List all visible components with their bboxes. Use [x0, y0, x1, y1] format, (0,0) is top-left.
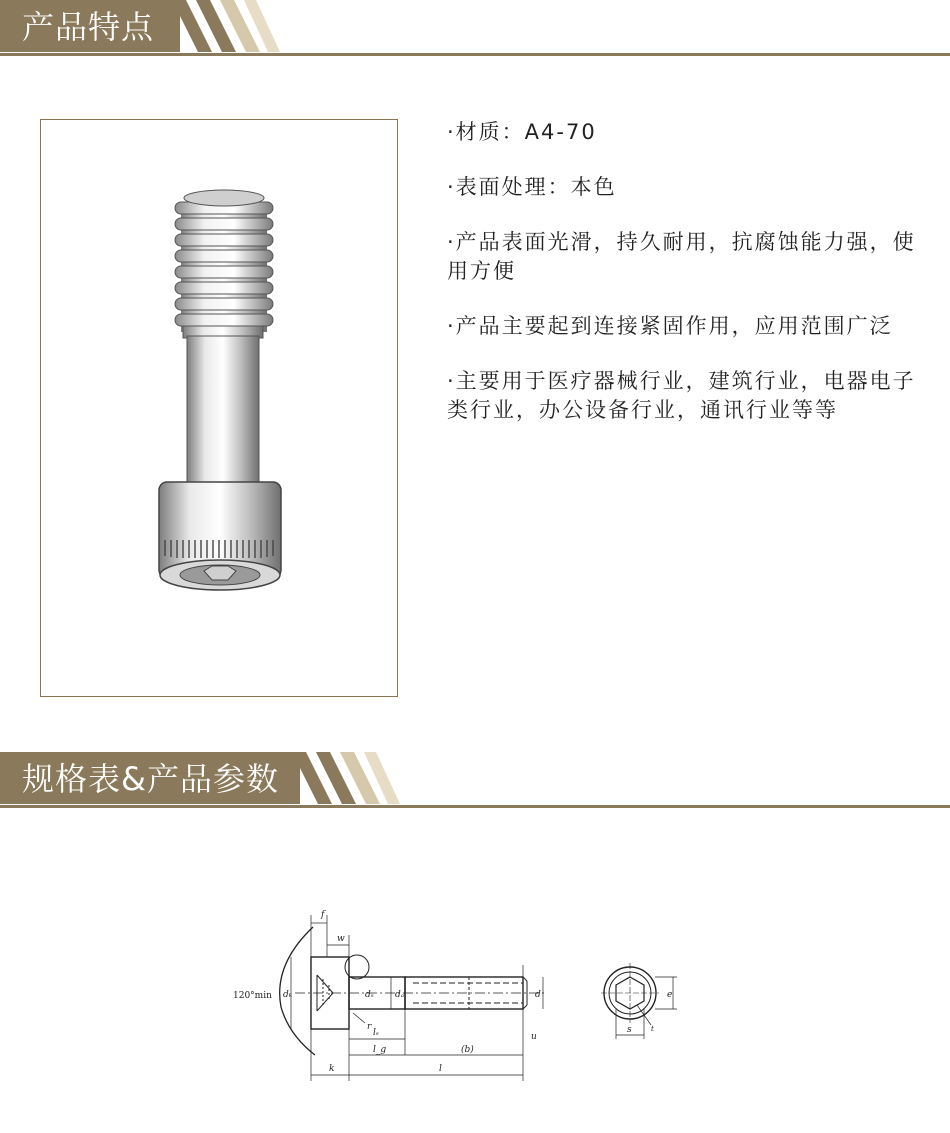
feature-durability: ·产品表面光滑，持久耐用，抗腐蚀能力强，使用方便 — [447, 230, 916, 283]
label-da: dₐ — [395, 990, 405, 1000]
label-e: e — [667, 990, 673, 1000]
label-l: l — [439, 1064, 442, 1074]
header-stripes — [292, 752, 402, 804]
label-dk: dₖ — [283, 990, 293, 1000]
feature-function: ·产品主要起到连接紧固作用，应用范围广泛 — [447, 314, 893, 338]
feature-material: ·材质：A4-70 — [447, 120, 597, 144]
label-w: w — [337, 934, 345, 944]
feature-applications: ·主要用于医疗器械行业，建筑行业，电器电子类行业，办公设备行业，通讯行业等等 — [447, 369, 916, 422]
product-photo-frame — [40, 119, 398, 697]
label-b: (b) — [461, 1045, 474, 1055]
label-s: s — [627, 1025, 632, 1035]
label-r: r — [367, 1022, 372, 1032]
label-u: u — [531, 1032, 537, 1042]
feature-surface: ·表面处理：本色 — [447, 175, 617, 199]
header-rule — [0, 53, 950, 56]
header-rule — [0, 805, 950, 808]
label-angle: 120°min — [233, 991, 272, 1001]
section-header-specs — [0, 752, 950, 808]
technical-drawing — [225, 905, 705, 1095]
label-d: d — [535, 990, 541, 1000]
header-stripes — [172, 0, 282, 52]
features-list — [447, 118, 917, 451]
label-ls: lₛ — [373, 1028, 379, 1038]
section-title-features: 产品特点 — [22, 8, 155, 46]
section-title-specs: 规格表&产品参数 — [22, 760, 279, 798]
label-ds: dₛ — [365, 990, 374, 1000]
label-lg: l_g — [373, 1045, 387, 1055]
label-k: k — [329, 1064, 335, 1074]
product-photo-socket-screw — [41, 120, 397, 696]
label-f: f — [321, 910, 325, 920]
section-header-features — [0, 0, 950, 56]
label-t: t — [651, 1025, 654, 1033]
